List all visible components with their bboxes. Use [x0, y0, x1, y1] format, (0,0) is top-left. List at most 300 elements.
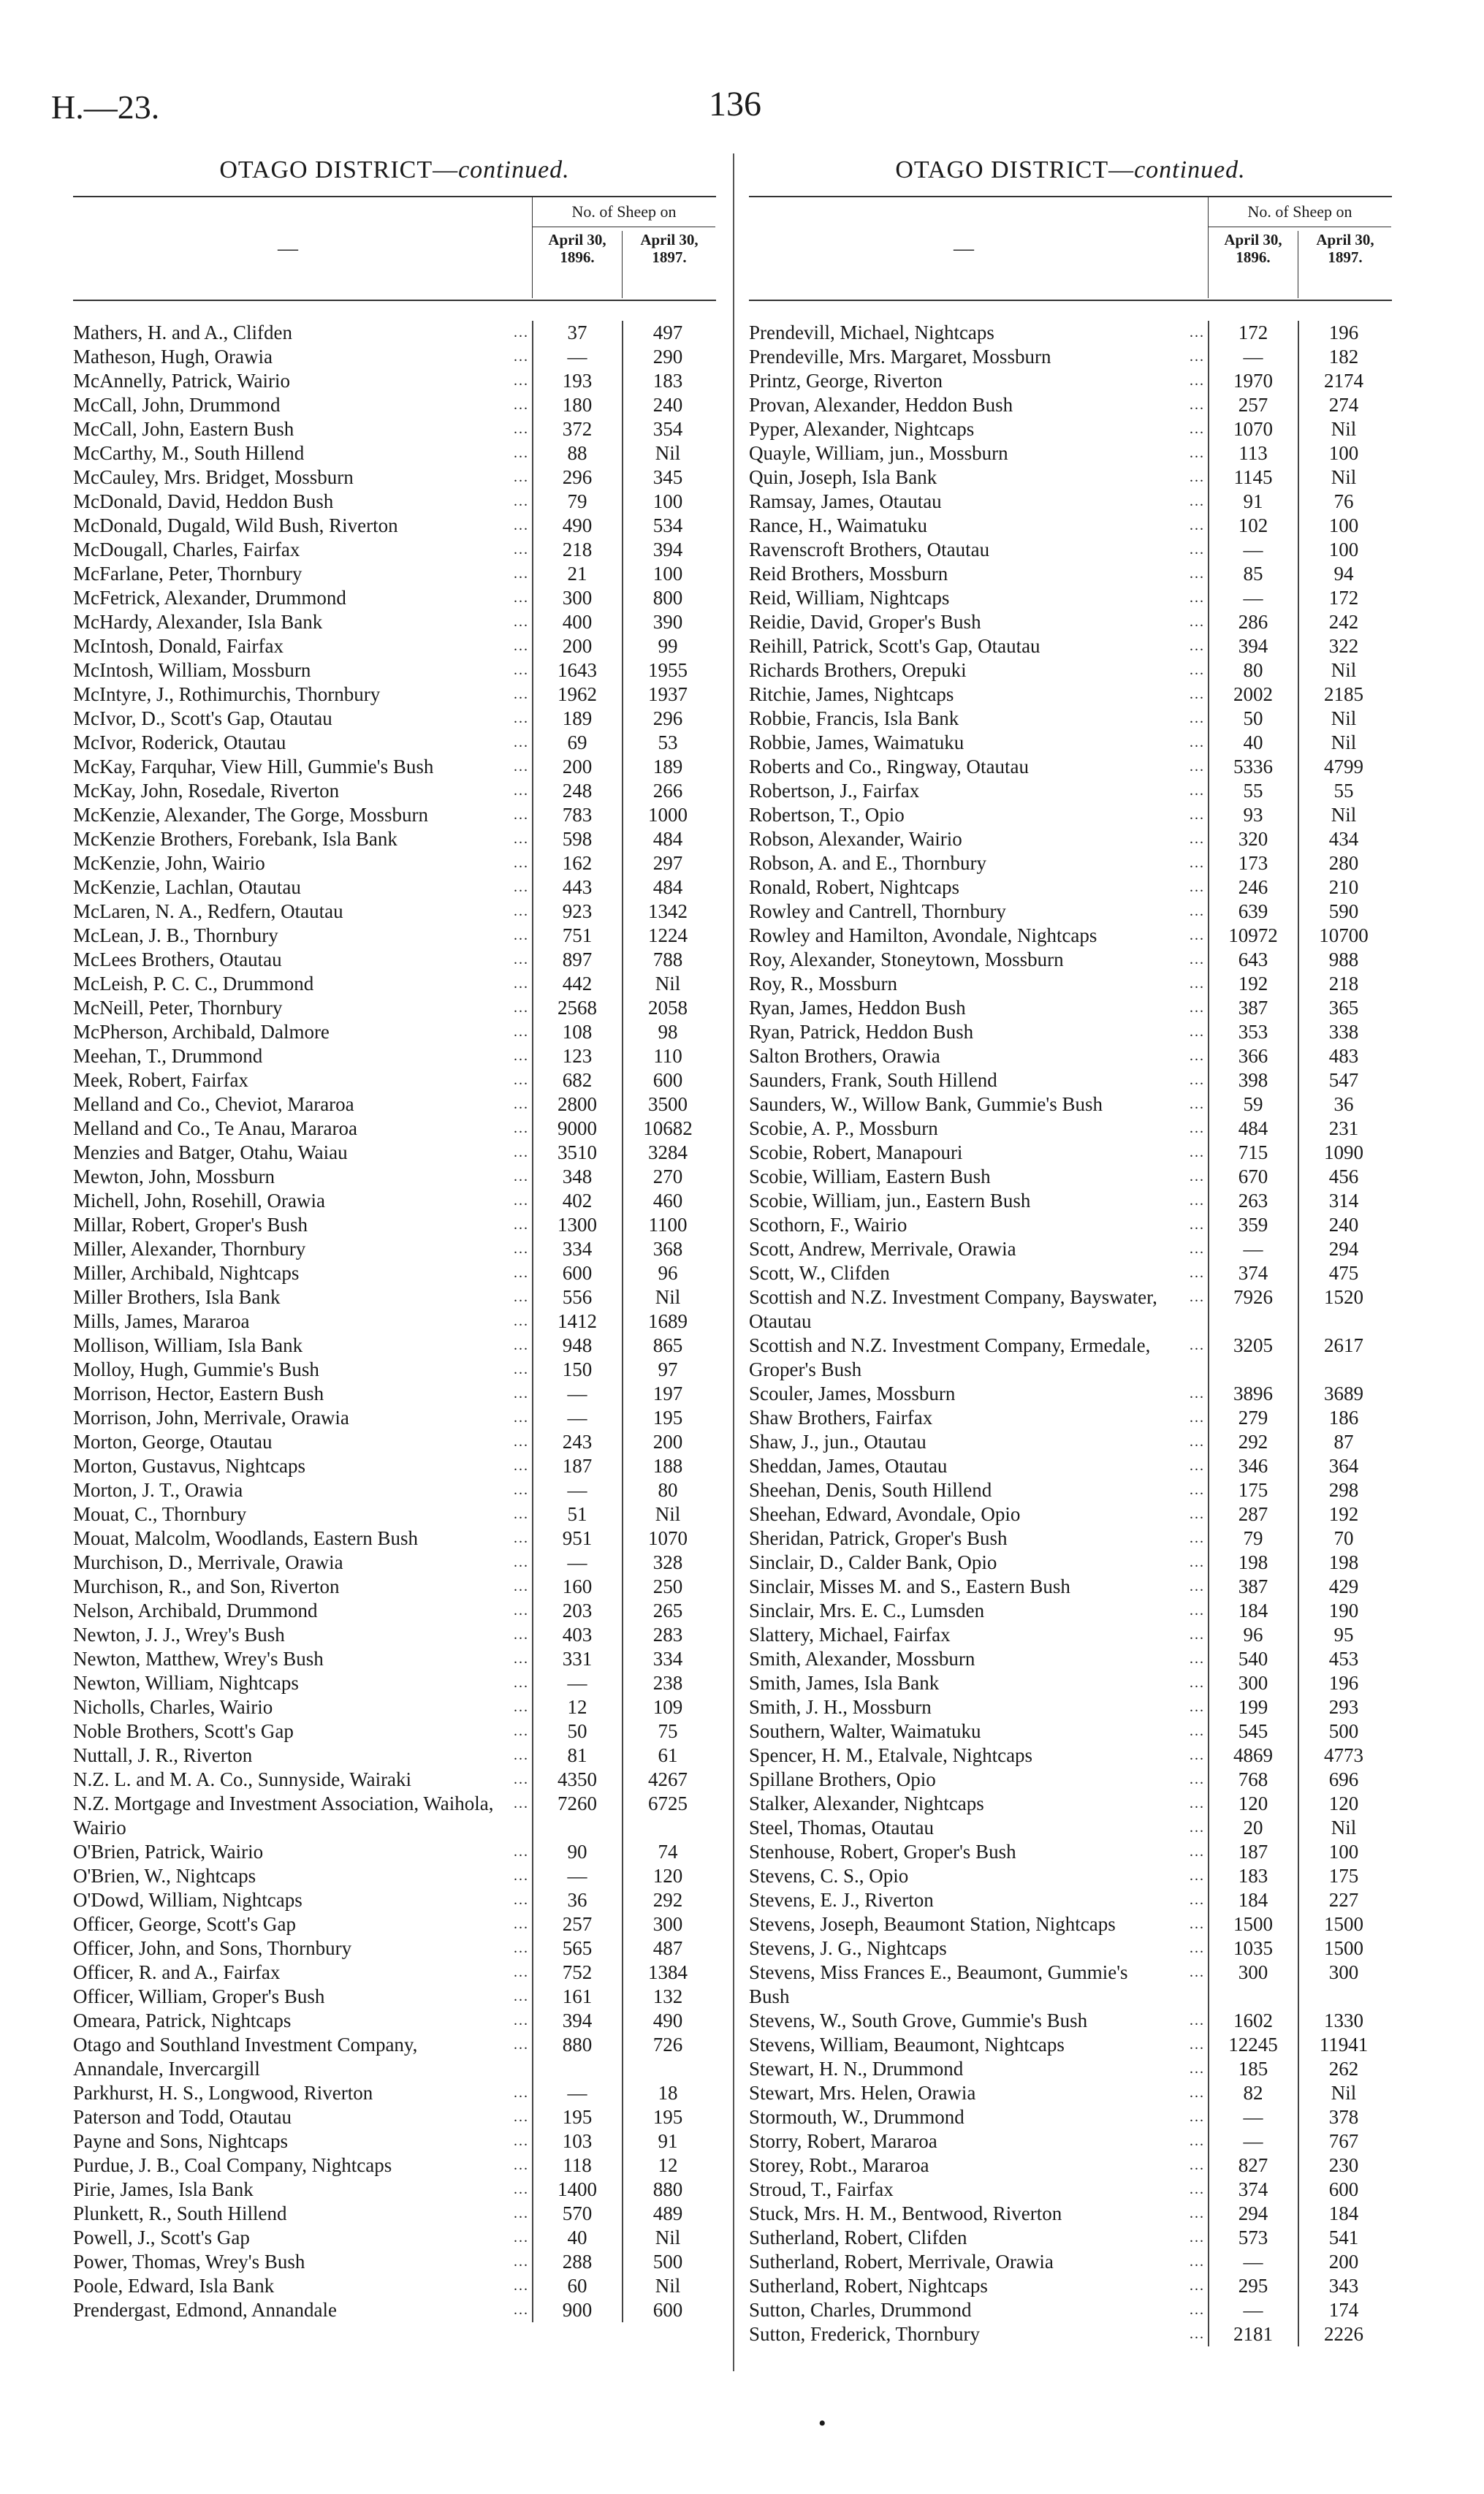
sheep-1897: 2617: [1324, 1334, 1363, 1356]
leader-dots: ...: [1190, 2133, 1205, 2149]
leader-dots: ...: [514, 1024, 529, 1040]
sheep-1897: 242: [1328, 611, 1359, 633]
owner-name: Mollison, William, Isla Bank: [73, 1334, 303, 1356]
leader-dots: ...: [514, 855, 529, 871]
owner-cell: [73, 2129, 533, 2153]
sheep-1896: 1035: [1233, 1937, 1273, 1959]
table-row: [749, 948, 1392, 972]
owner-cell: [749, 1261, 1209, 1285]
owner-cell: [73, 1864, 533, 1888]
owner-name: Scobie, A. P., Mossburn: [749, 1117, 938, 1139]
leader-dots: ...: [514, 2157, 529, 2173]
sheep-1897: 2226: [1324, 2323, 1363, 2345]
table-row: [73, 1044, 716, 1068]
owner-cell: [749, 1647, 1209, 1671]
owner-cell: [73, 1792, 533, 1840]
sheep-1896: 1970: [1233, 370, 1273, 392]
header-1896: April 30, 1896.: [533, 231, 623, 298]
sheep-1897: 434: [1328, 828, 1359, 850]
sheep-1896: 10972: [1228, 924, 1278, 946]
table-row: [73, 1575, 716, 1599]
leader-dots: ...: [1190, 1964, 1205, 1980]
table-row: [73, 1358, 716, 1382]
sheep-1896: 897: [562, 948, 593, 970]
sheep-1896: 40: [567, 2227, 587, 2248]
owner-cell: [749, 1599, 1209, 1623]
leader-dots: ...: [514, 1120, 529, 1136]
sheep-1896: —: [1243, 346, 1263, 368]
leader-dots: ...: [1190, 2037, 1205, 2053]
sheep-1896: 7926: [1233, 1286, 1273, 1308]
sheep-1896: 300: [562, 587, 593, 609]
sheep-1897: 1000: [648, 804, 688, 826]
owner-cell: [73, 1334, 533, 1358]
leader-dots: ...: [514, 662, 529, 678]
owner-name: Purdue, J. B., Coal Company, Nightcaps: [73, 2154, 392, 2176]
leader-dots: ...: [1190, 1530, 1205, 1546]
leader-dots: ...: [1190, 2302, 1205, 2318]
sheep-1897: 280: [1328, 852, 1359, 874]
owner-name: Meek, Robert, Fairfax: [73, 1069, 248, 1091]
owner-cell: [749, 369, 1209, 393]
owner-name: O'Dowd, William, Nightcaps: [73, 1889, 302, 1911]
sheep-1896: 334: [562, 1238, 593, 1260]
owner-name: Morrison, Hector, Eastern Bush: [73, 1383, 324, 1404]
leader-dots: ...: [1190, 1024, 1205, 1040]
leader-dots: ...: [514, 324, 529, 341]
sheep-count-label: No. of Sheep on: [533, 197, 715, 227]
sheep-1896: 556: [562, 1286, 593, 1308]
leader-dots: ...: [514, 397, 529, 413]
sheep-1896: 200: [562, 635, 593, 657]
owner-cell: [749, 2009, 1209, 2033]
owner-name: Smith, Alexander, Mossburn: [749, 1648, 975, 1670]
table-row: [73, 1671, 716, 1695]
owner-name: Ryan, Patrick, Heddon Bush: [749, 1021, 974, 1043]
leader-dots: ...: [514, 879, 529, 895]
owner-cell: [749, 1768, 1209, 1792]
owner-cell: [73, 538, 533, 562]
table-row: [749, 1551, 1392, 1575]
owner-name: O'Brien, W., Nightcaps: [73, 1865, 256, 1887]
owner-cell: [73, 1623, 533, 1647]
sheep-1897: 800: [652, 587, 683, 609]
sheep-1896: 3896: [1233, 1383, 1273, 1404]
leader-dots: ...: [514, 1289, 529, 1305]
sheep-1897: 296: [652, 707, 683, 729]
sheep-1896: 193: [562, 370, 593, 392]
table-row: [73, 1117, 716, 1141]
leader-dots: ...: [514, 2278, 529, 2294]
leader-dots: ...: [514, 1410, 529, 1426]
sheep-1896: 185: [1238, 2058, 1268, 2080]
owner-name: Melland and Co., Cheviot, Mararoa: [73, 1093, 354, 1115]
sheep-1897: Nil: [1331, 659, 1357, 681]
sheep-1897: 262: [1328, 2058, 1359, 2080]
owner-cell: [73, 1454, 533, 1478]
table-row: [73, 369, 716, 393]
sheep-1897: 600: [1328, 2178, 1359, 2200]
sheep-1896: 160: [562, 1575, 593, 1597]
table-row: [73, 924, 716, 948]
leader-dots: ...: [1190, 686, 1205, 702]
sheep-1897: 192: [1328, 1503, 1359, 1525]
sheep-1896: 50: [1243, 707, 1263, 729]
leader-dots: ...: [514, 1844, 529, 1860]
owner-name: Robson, Alexander, Wairio: [749, 828, 962, 850]
table-row: [749, 2105, 1392, 2129]
leader-dots: ...: [514, 566, 529, 582]
owner-name: Stewart, H. N., Drummond: [749, 2058, 964, 2080]
table-row: [73, 1092, 716, 1117]
owner-name: Rance, H., Waimatuku: [749, 514, 928, 536]
sheep-1897: 198: [1328, 1551, 1359, 1573]
owner-name: Prendeville, Mrs. Margaret, Mossburn: [749, 346, 1051, 368]
leader-dots: ...: [1190, 1747, 1205, 1763]
sheep-1896: —: [567, 1551, 587, 1573]
sheep-count-header: [532, 197, 715, 298]
owner-cell: [73, 369, 533, 393]
leader-dots: ...: [514, 1482, 529, 1498]
table-row: [73, 1189, 716, 1213]
owner-cell: [73, 827, 533, 851]
sheep-1897: 240: [652, 394, 683, 416]
leader-dots: ...: [1190, 1603, 1205, 1619]
table-row: [73, 2202, 716, 2226]
sheep-1896: 1602: [1233, 2010, 1273, 2031]
sheep-1897: 1330: [1324, 2010, 1363, 2031]
sheep-1897: Nil: [1331, 804, 1357, 826]
sheep-1896: 294: [1238, 2202, 1268, 2224]
sheep-1896: 443: [562, 876, 593, 898]
sheep-1897: 98: [658, 1021, 678, 1043]
sheep-1896: 715: [1238, 1141, 1268, 1163]
owner-cell: [73, 2153, 533, 2178]
sheep-1897: Nil: [655, 1286, 681, 1308]
owner-cell: [73, 1768, 533, 1792]
owner-name: McCall, John, Eastern Bush: [73, 418, 294, 440]
leader-dots: ...: [1190, 1385, 1205, 1402]
owner-cell: [73, 1213, 533, 1237]
owner-name: Stenhouse, Robert, Groper's Bush: [749, 1841, 1016, 1863]
owner-name: Robson, A. and E., Thornbury: [749, 852, 986, 874]
owner-name: Roy, Alexander, Stoneytown, Mossburn: [749, 948, 1064, 970]
owner-cell: [749, 1334, 1209, 1382]
owner-cell: [749, 996, 1209, 1020]
sheep-1897: Nil: [655, 1503, 681, 1525]
sheep-1896: 81: [567, 1744, 587, 1766]
owner-cell: [749, 2033, 1209, 2057]
leader-dots: ...: [514, 1530, 529, 1546]
sheep-1897: 2174: [1324, 370, 1363, 392]
sheep-1897: 10700: [1319, 924, 1369, 946]
sheep-1896: 1643: [558, 659, 597, 681]
leader-dots: ...: [1190, 1578, 1205, 1594]
owner-cell: [73, 1599, 533, 1623]
owner-name: Saunders, W., Willow Bank, Gummie's Bush: [749, 1093, 1103, 1115]
owner-name: Reid, William, Nightcaps: [749, 587, 950, 609]
sheep-1896: 2800: [558, 1093, 597, 1115]
leader-dots: ...: [1190, 759, 1205, 775]
sheep-1896: 88: [567, 442, 587, 464]
owner-name: Sheddan, James, Otautau: [749, 1455, 948, 1477]
owner-cell: [73, 1044, 533, 1068]
leader-dots: ...: [1190, 927, 1205, 943]
table-row: [749, 1502, 1392, 1527]
leader-dots: ...: [514, 1385, 529, 1402]
owner-name: Quin, Joseph, Isla Bank: [749, 466, 937, 488]
owner-name: Plunkett, R., South Hillend: [73, 2202, 287, 2224]
sheep-1897: 988: [1328, 948, 1359, 970]
sheep-1897: 1500: [1324, 1913, 1363, 1935]
owner-name: Newton, Matthew, Wrey's Bush: [73, 1648, 324, 1670]
sheep-1896: 20: [1243, 1817, 1263, 1839]
sheep-1896: 353: [1238, 1021, 1268, 1043]
leader-dots: ...: [1190, 517, 1205, 533]
owner-cell: [749, 2178, 1209, 2202]
sheep-1896: 545: [1238, 1720, 1268, 1742]
table-row: [749, 441, 1392, 465]
owner-name: Richards Brothers, Orepuki: [749, 659, 967, 681]
owner-cell: [749, 1888, 1209, 1912]
sheep-1896: 900: [562, 2299, 593, 2321]
leader-dots: ...: [514, 2012, 529, 2029]
sheep-1896: 257: [1238, 394, 1268, 416]
owner-name: Omeara, Patrick, Nightcaps: [73, 2010, 292, 2031]
owner-name: Reihill, Patrick, Scott's Gap, Otautau: [749, 635, 1040, 657]
owner-cell: [749, 972, 1209, 996]
sheep-1897: 293: [1328, 1696, 1359, 1718]
sheep-1896: 4350: [558, 1768, 597, 1790]
sheep-1897: 200: [1328, 2251, 1359, 2273]
sheep-1897: 10682: [643, 1117, 693, 1139]
sheep-1897: 270: [652, 1166, 683, 1187]
owner-name: Stevens, J. G., Nightcaps: [749, 1937, 947, 1959]
owner-name: Prendergast, Edmond, Annandale: [73, 2299, 337, 2321]
sheep-1897: 500: [652, 2251, 683, 2273]
table-row: [749, 1768, 1392, 1792]
leader-dots: ...: [514, 2181, 529, 2197]
table-row: [749, 755, 1392, 779]
leader-dots: ...: [1190, 1000, 1205, 1016]
owner-name: Stevens, Joseph, Beaumont Station, Nightcaps: [749, 1913, 1116, 1935]
sheep-1897: 345: [652, 466, 683, 488]
leader-dots: ...: [1190, 1265, 1205, 1281]
owner-name: Power, Thomas, Wrey's Bush: [73, 2251, 305, 2273]
owner-name: Otago and Southland Investment Company, Annandale, Invercargill: [73, 2034, 418, 2080]
sheep-1897: 343: [1328, 2275, 1359, 2297]
owner-cell: [73, 2081, 533, 2105]
leader-dots: ...: [514, 1554, 529, 1570]
sheep-1897: 4799: [1324, 756, 1363, 778]
table-row: [73, 1261, 716, 1285]
owner-name: McLaren, N. A., Redfern, Otautau: [73, 900, 343, 922]
owner-cell: [73, 1020, 533, 1044]
left-table-body: [73, 321, 716, 2322]
sheep-1897: 210: [1328, 876, 1359, 898]
leader-dots: ...: [514, 1747, 529, 1763]
sheep-1896: —: [1243, 539, 1263, 560]
sheep-1897: 865: [652, 1334, 683, 1356]
sheep-count-label: No. of Sheep on: [1209, 197, 1391, 227]
table-row: [73, 1792, 716, 1840]
table-row: [749, 1671, 1392, 1695]
right-column: [749, 153, 1392, 2390]
owner-name: McLean, J. B., Thornbury: [73, 924, 278, 946]
owner-name: Southern, Walter, Waimatuku: [749, 1720, 981, 1742]
leader-dots: ...: [1190, 1072, 1205, 1088]
sheep-1897: 334: [652, 1648, 683, 1670]
owner-cell: [73, 1141, 533, 1165]
sheep-1896: —: [567, 1407, 587, 1429]
leader-dots: ...: [514, 1578, 529, 1594]
sheep-1896: 783: [562, 804, 593, 826]
sheep-1896: 198: [1238, 1551, 1268, 1573]
sheep-1897: 534: [652, 514, 683, 536]
sheep-1896: 150: [562, 1358, 593, 1380]
table-row: [749, 1840, 1392, 1864]
owner-name: Mills, James, Mararoa: [73, 1310, 250, 1332]
leader-dots: ...: [514, 710, 529, 726]
owner-name: Pirie, James, Isla Bank: [73, 2178, 254, 2200]
owner-cell: [749, 2057, 1209, 2081]
sheep-1897: 74: [658, 1841, 678, 1863]
table-row: [749, 538, 1392, 562]
owner-name: Stormouth, W., Drummond: [749, 2106, 964, 2128]
table-row: [749, 2298, 1392, 2322]
sheep-1897: 456: [1328, 1166, 1359, 1187]
leader-dots: ...: [514, 1651, 529, 1667]
sheep-1896: 348: [562, 1166, 593, 1187]
table-row: [749, 875, 1392, 900]
sheep-1896: 36: [567, 1889, 587, 1911]
owner-cell: [749, 1575, 1209, 1599]
owner-cell: [749, 2153, 1209, 2178]
sheep-1897: 547: [1328, 1069, 1359, 1091]
leader-dots: ...: [1190, 976, 1205, 992]
sheep-1896: 639: [1238, 900, 1268, 922]
sheep-1897: 3500: [648, 1093, 688, 1115]
owner-name: Saunders, Frank, South Hillend: [749, 1069, 997, 1091]
owner-name: Roberts and Co., Ringway, Otautau: [749, 756, 1029, 778]
owner-cell: [73, 465, 533, 490]
table-row: [749, 465, 1392, 490]
sheep-1897: 1500: [1324, 1937, 1363, 1959]
owner-cell: [749, 755, 1209, 779]
sheep-1897: 250: [652, 1575, 683, 1597]
sheep-1897: 182: [1328, 346, 1359, 368]
table-row: [749, 1406, 1392, 1430]
sheep-1897: 328: [652, 1551, 683, 1573]
sheep-1897: 364: [1328, 1455, 1359, 1477]
leader-dots: ...: [1190, 951, 1205, 967]
leader-dots: ...: [514, 2109, 529, 2125]
sheep-1896: 40: [1243, 731, 1263, 753]
leader-dots: ...: [1190, 1506, 1205, 1522]
sheep-1896: —: [1243, 2106, 1263, 2128]
sheep-1896: 113: [1238, 442, 1268, 464]
owner-name: Stalker, Alexander, Nightcaps: [749, 1792, 984, 1814]
owner-cell: [749, 1840, 1209, 1864]
owner-cell: [73, 393, 533, 417]
owner-cell: [749, 490, 1209, 514]
sheep-1897: 197: [652, 1383, 683, 1404]
owner-name: Reidie, David, Groper's Bush: [749, 611, 981, 633]
leader-dots: ...: [514, 1723, 529, 1739]
sheep-1896: 172: [1238, 322, 1268, 343]
table-row: [749, 562, 1392, 586]
table-row: [73, 1213, 716, 1237]
sheep-1897: 767: [1328, 2130, 1359, 2152]
sheep-1897: 1937: [648, 683, 688, 705]
sheep-1896: 85: [1243, 563, 1263, 585]
sheep-1897: 172: [1328, 587, 1359, 609]
leader-dots: ...: [1190, 1795, 1205, 1811]
sheep-1896: 187: [1238, 1841, 1268, 1863]
sheep-1897: Nil: [1331, 1817, 1357, 1839]
table-row: [73, 2129, 716, 2153]
sheep-1897: 195: [652, 2106, 683, 2128]
sheep-1897: 4267: [648, 1768, 688, 1790]
sheep-1896: 51: [567, 1503, 587, 1525]
sheep-1896: 402: [562, 1190, 593, 1212]
leader-dots: ...: [1190, 1820, 1205, 1836]
owner-cell: [73, 562, 533, 586]
sheep-1896: 60: [567, 2275, 587, 2297]
owner-cell: [749, 1165, 1209, 1189]
sheep-1896: 184: [1238, 1600, 1268, 1622]
table-row: [749, 2250, 1392, 2274]
table-row: [73, 875, 716, 900]
table-row: [749, 490, 1392, 514]
leader-dots: ...: [1190, 1723, 1205, 1739]
owner-cell: [749, 1719, 1209, 1744]
owner-cell: [749, 1623, 1209, 1647]
sheep-1897: 76: [1333, 490, 1354, 512]
sheep-1896: 372: [562, 418, 593, 440]
table-row: [749, 996, 1392, 1020]
table-row: [749, 731, 1392, 755]
owner-name: Prendevill, Michael, Nightcaps: [749, 322, 994, 343]
owner-cell: [749, 610, 1209, 634]
leader-dots: ...: [514, 1048, 529, 1064]
sheep-1897: 4773: [1324, 1744, 1363, 1766]
table-row: [73, 1406, 716, 1430]
owner-name: Powell, J., Scott's Gap: [73, 2227, 250, 2248]
sheep-1897: 390: [652, 611, 683, 633]
owner-name: Murchison, R., and Son, Riverton: [73, 1575, 340, 1597]
owner-name: Ravenscroft Brothers, Otautau: [749, 539, 990, 560]
leader-dots: ...: [514, 2037, 529, 2053]
leader-dots: ...: [1190, 2205, 1205, 2221]
owner-cell: [749, 634, 1209, 658]
owner-cell: [73, 2250, 533, 2274]
sheep-1897: 61: [658, 1744, 678, 1766]
table-row: [749, 1527, 1392, 1551]
owner-cell: [749, 827, 1209, 851]
table-row: [73, 900, 716, 924]
sheep-1897: 100: [1328, 442, 1359, 464]
leader-dots: ...: [514, 686, 529, 702]
table-row: [73, 755, 716, 779]
owner-cell: [73, 490, 533, 514]
table-row: [749, 1092, 1392, 1117]
leader-dots: ...: [514, 831, 529, 847]
sheep-1896: —: [567, 1479, 587, 1501]
sheep-1896: 751: [562, 924, 593, 946]
table-row: [749, 586, 1392, 610]
sheep-1897: 600: [652, 1069, 683, 1091]
